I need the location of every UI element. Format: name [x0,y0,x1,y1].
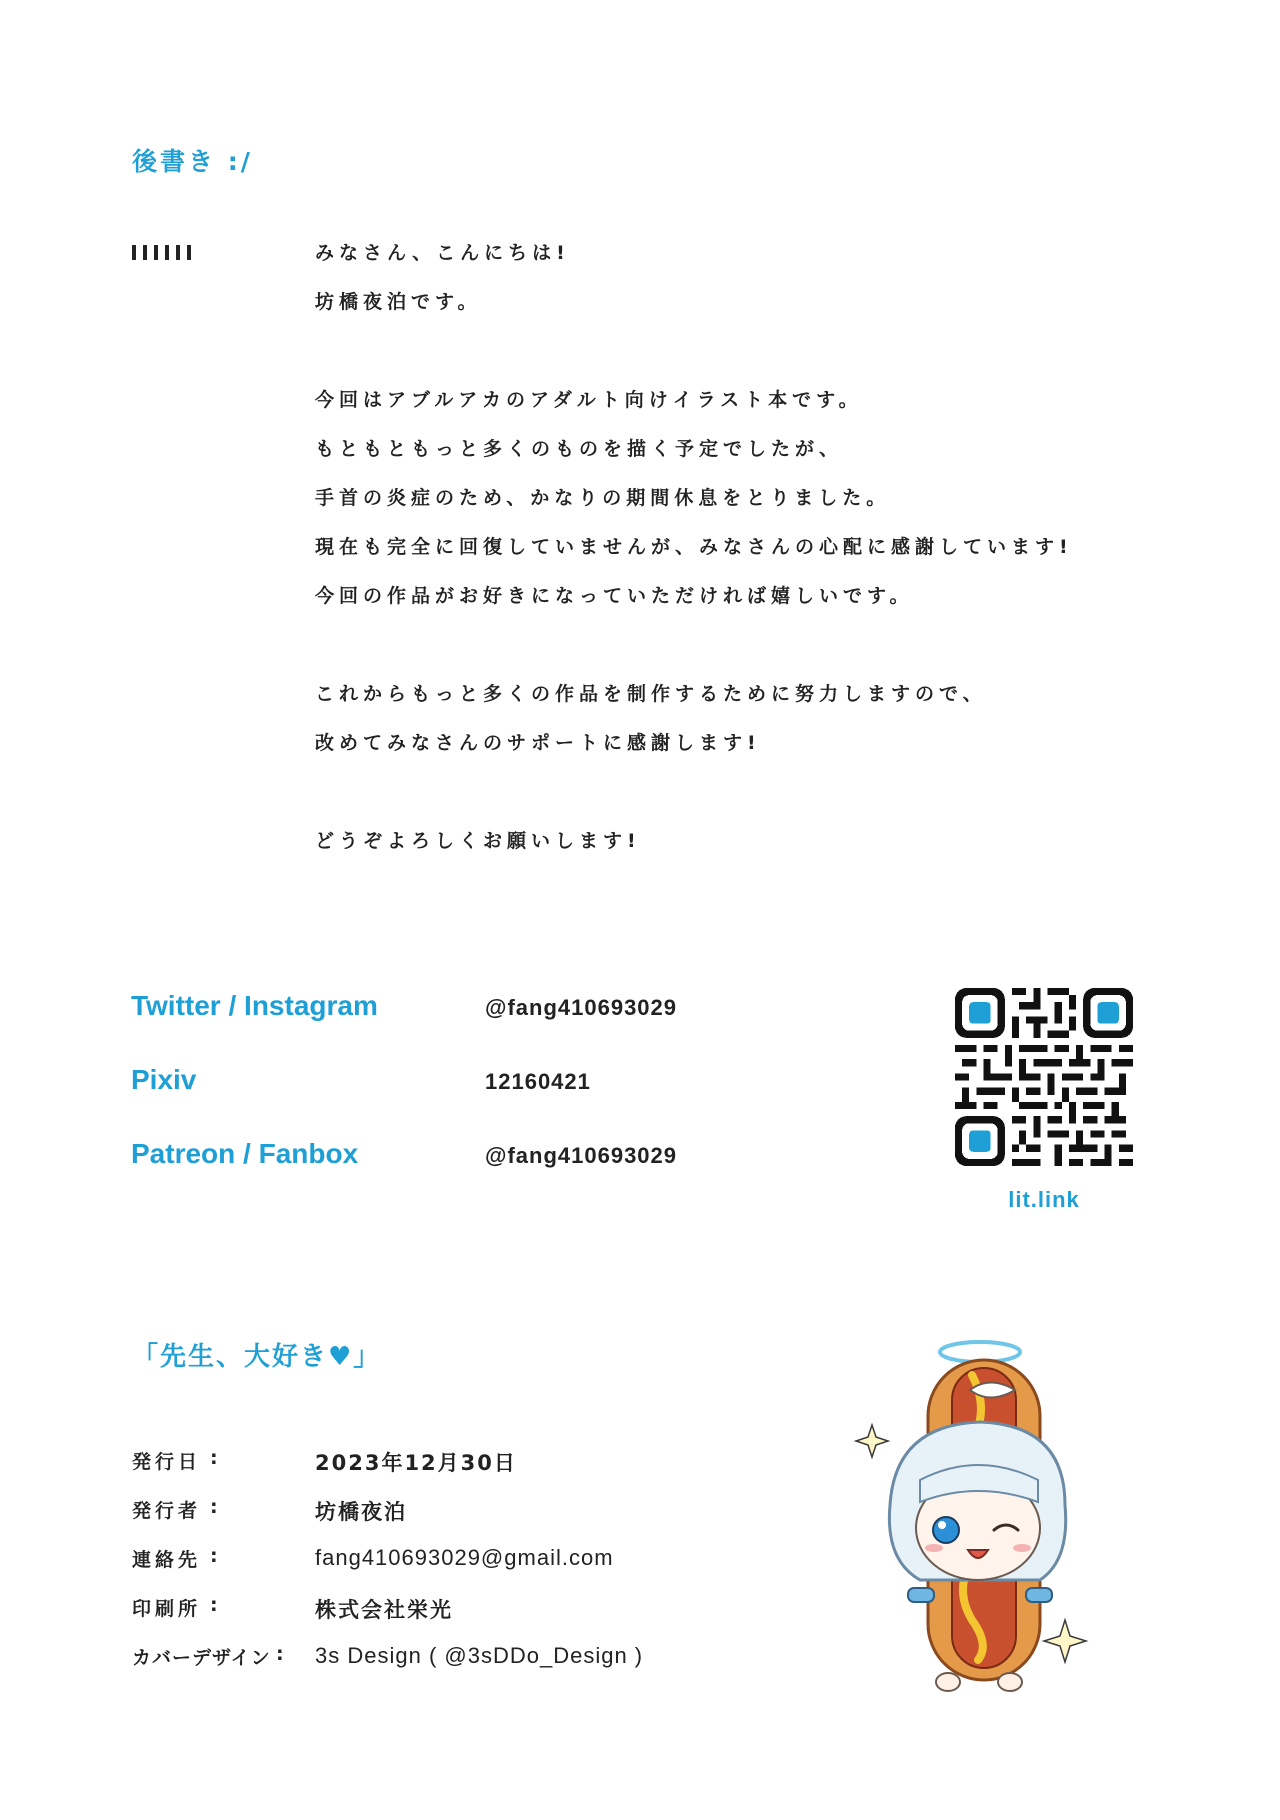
blush [925,1544,943,1552]
colophon-value: 2023年12月30日 [315,1451,517,1475]
social-value-patreon: @fang410693029 [485,1143,678,1168]
afterword-heading: 後書き :/ [132,147,253,176]
colophon-separator: : [210,1594,218,1616]
qr-finder-bottom-left [955,1116,1005,1166]
eye-highlight [938,1521,946,1529]
sparkle-icon [1044,1620,1086,1662]
message-line: 手首の炎症のため、かなりの期間休息をとりました。 [315,487,891,509]
message-line: もともともっと多くのものを描く予定でしたが、 [315,438,844,460]
colophon-label: 発行日 [132,1451,202,1473]
message-line: 現在も完全に回復していませんが、みなさんの心配に感謝しています! [315,536,1073,558]
colophon-value-cover-design: 3s Design ( @3sDDo_Design ) [315,1643,644,1668]
blush [1013,1544,1031,1552]
message-line: みなさん、こんにちは! [315,242,570,264]
qr-finder-top-right [1083,988,1133,1038]
colophon-separator: : [210,1545,218,1567]
colophon-value-email: fang410693029@gmail.com [315,1545,614,1570]
colophon-value: 株式会社栄光 [315,1598,453,1622]
message-line: 坊橋夜泊です。 [315,291,482,313]
foot [936,1673,960,1691]
colophon-label: カバーデザイン [132,1647,271,1669]
social-label-twitter: Twitter / Instagram [131,990,378,1021]
sleeve [1026,1588,1052,1602]
social-value-pixiv: 12160421 [485,1069,591,1094]
hotdog-mascot-illustration [850,1330,1090,1700]
message-line: どうぞよろしくお願いします! [315,830,641,852]
colophon-label: 発行者 [132,1500,202,1522]
foot [998,1673,1022,1691]
qr-finder-top-left [955,988,1005,1038]
colophon-separator: : [210,1496,218,1518]
qr-caption: lit.link [1008,1187,1080,1212]
message-line: 改めてみなさんのサポートに感謝します! [315,732,761,754]
social-label-patreon: Patreon / Fanbox [131,1138,359,1169]
sleeve [908,1588,934,1602]
colophon-separator: : [210,1447,218,1469]
social-value-twitter: @fang410693029 [485,995,678,1020]
colophon-separator: : [276,1643,284,1665]
message-line: これからもっと多くの作品を制作するために努力しますので、 [315,683,987,705]
message-line: 今回はアブルアカのアダルト向けイラスト本です。 [315,389,863,411]
colophon-value: 坊橋夜泊 [315,1500,407,1524]
sparkle-icon [856,1425,888,1457]
eye-icon [933,1517,959,1543]
tick-marks-decoration [132,245,191,260]
social-label-pixiv: Pixiv [131,1064,197,1095]
colophon-label: 連絡先 [132,1549,202,1571]
colophon-label: 印刷所 [132,1598,202,1620]
message-line: 今回の作品がお好きになっていただければ嬉しいです。 [315,585,914,607]
qr-code [955,988,1133,1166]
book-title: 「先生、大好き♥」 [132,1342,382,1372]
